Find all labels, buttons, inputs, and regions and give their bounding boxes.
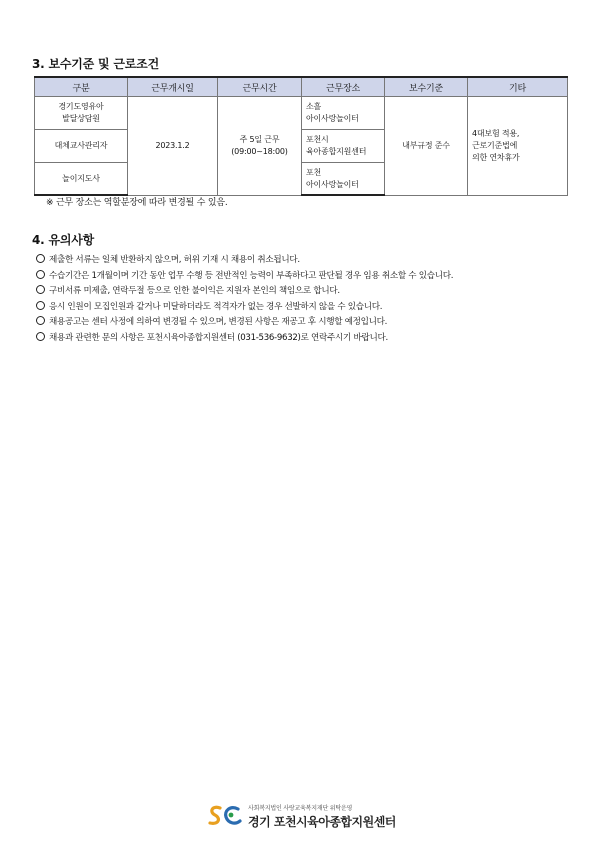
header-work-hours: 근무시간: [218, 77, 302, 97]
table-row: [35, 97, 568, 130]
cell-place: 포천시 육아종합지원센터: [302, 130, 385, 163]
caution-text: 구비서류 미제출, 연락두절 등으로 인한 불이익은 지원자 본인의 책임으로 합니다.: [49, 286, 340, 296]
header-work-place: 근무장소: [302, 77, 385, 97]
list-item: [36, 253, 576, 269]
circle-bullet-icon: [36, 301, 45, 310]
circle-bullet-icon: [36, 332, 45, 341]
cell-start-date: 2023.1.2: [128, 97, 218, 196]
list-item: [36, 284, 576, 300]
caution-text: 채용과 관련한 문의 사항은 포천시육아종합지원센터 (031-536-9632)로 연락주시기 바랍니다.: [49, 332, 388, 343]
caution-text: 제출한 서류는 일체 반환하지 않으며, 허위 기재 시 채용이 취소됩니다.: [49, 255, 300, 265]
work-place-note: ※ 근무 장소는 역할분장에 따라 변경될 수 있음.: [46, 198, 228, 208]
list-item: [36, 269, 576, 285]
caution-text: 채용공고는 센터 사정에 의하여 변경될 수 있으며, 변경된 사항은 재공고 후 시행할 예정입니다.: [49, 317, 388, 327]
cautions-list: [36, 253, 576, 346]
footer-logo-block: [206, 801, 406, 831]
cell-category: 놀이지도사: [35, 163, 128, 196]
cell-category: 대체교사관리자: [35, 130, 128, 163]
cell-pay-standard: 내부규정 준수: [385, 97, 468, 196]
footer-center-name: 경기 포천시육아종합지원센터: [248, 815, 396, 829]
header-etc: 기타: [468, 77, 568, 97]
cell-etc: 4대보험 적용, 근로기준법에 의한 연차휴가: [468, 97, 568, 196]
footer-operator: 사회복지법인 사랑교육복지재단 위탁운영: [248, 805, 353, 812]
circle-bullet-icon: [36, 316, 45, 325]
circle-bullet-icon: [36, 285, 45, 294]
cell-work-hours: 주 5일 근무 (09:00~18:00): [218, 97, 302, 196]
sc-logo-icon: [206, 803, 246, 829]
header-pay-standard: 보수기준: [385, 77, 468, 97]
list-item: [36, 300, 576, 316]
list-item: [36, 315, 576, 331]
section-3-title: 3. 보수기준 및 근로조건: [32, 57, 159, 71]
caution-text: 수습기간은 1개월이며 기간 동안 업무 수행 등 전반적인 능력이 부족하다고 판단될 경우 임용 취소할 수 있습니다.: [49, 270, 454, 281]
table-header-row: [35, 77, 568, 97]
caution-text: 응시 인원이 모집인원과 같거나 미달하더라도 적격자가 없는 경우 선발하지 않을 수 있습니다.: [49, 301, 383, 312]
cell-place: 소흘 아이사랑놀이터: [302, 97, 385, 130]
header-category: 구분: [35, 77, 128, 97]
circle-bullet-icon: [36, 270, 45, 279]
list-item: [36, 331, 576, 347]
cell-category: 경기도영유아 발달상담원: [35, 97, 128, 130]
header-start-date: 근무개시일: [128, 77, 218, 97]
section-4-title: 4. 유의사항: [32, 233, 95, 247]
pay-conditions-table: [34, 76, 568, 196]
cell-place: 포천 아이사랑놀이터: [302, 163, 385, 196]
circle-bullet-icon: [36, 254, 45, 263]
